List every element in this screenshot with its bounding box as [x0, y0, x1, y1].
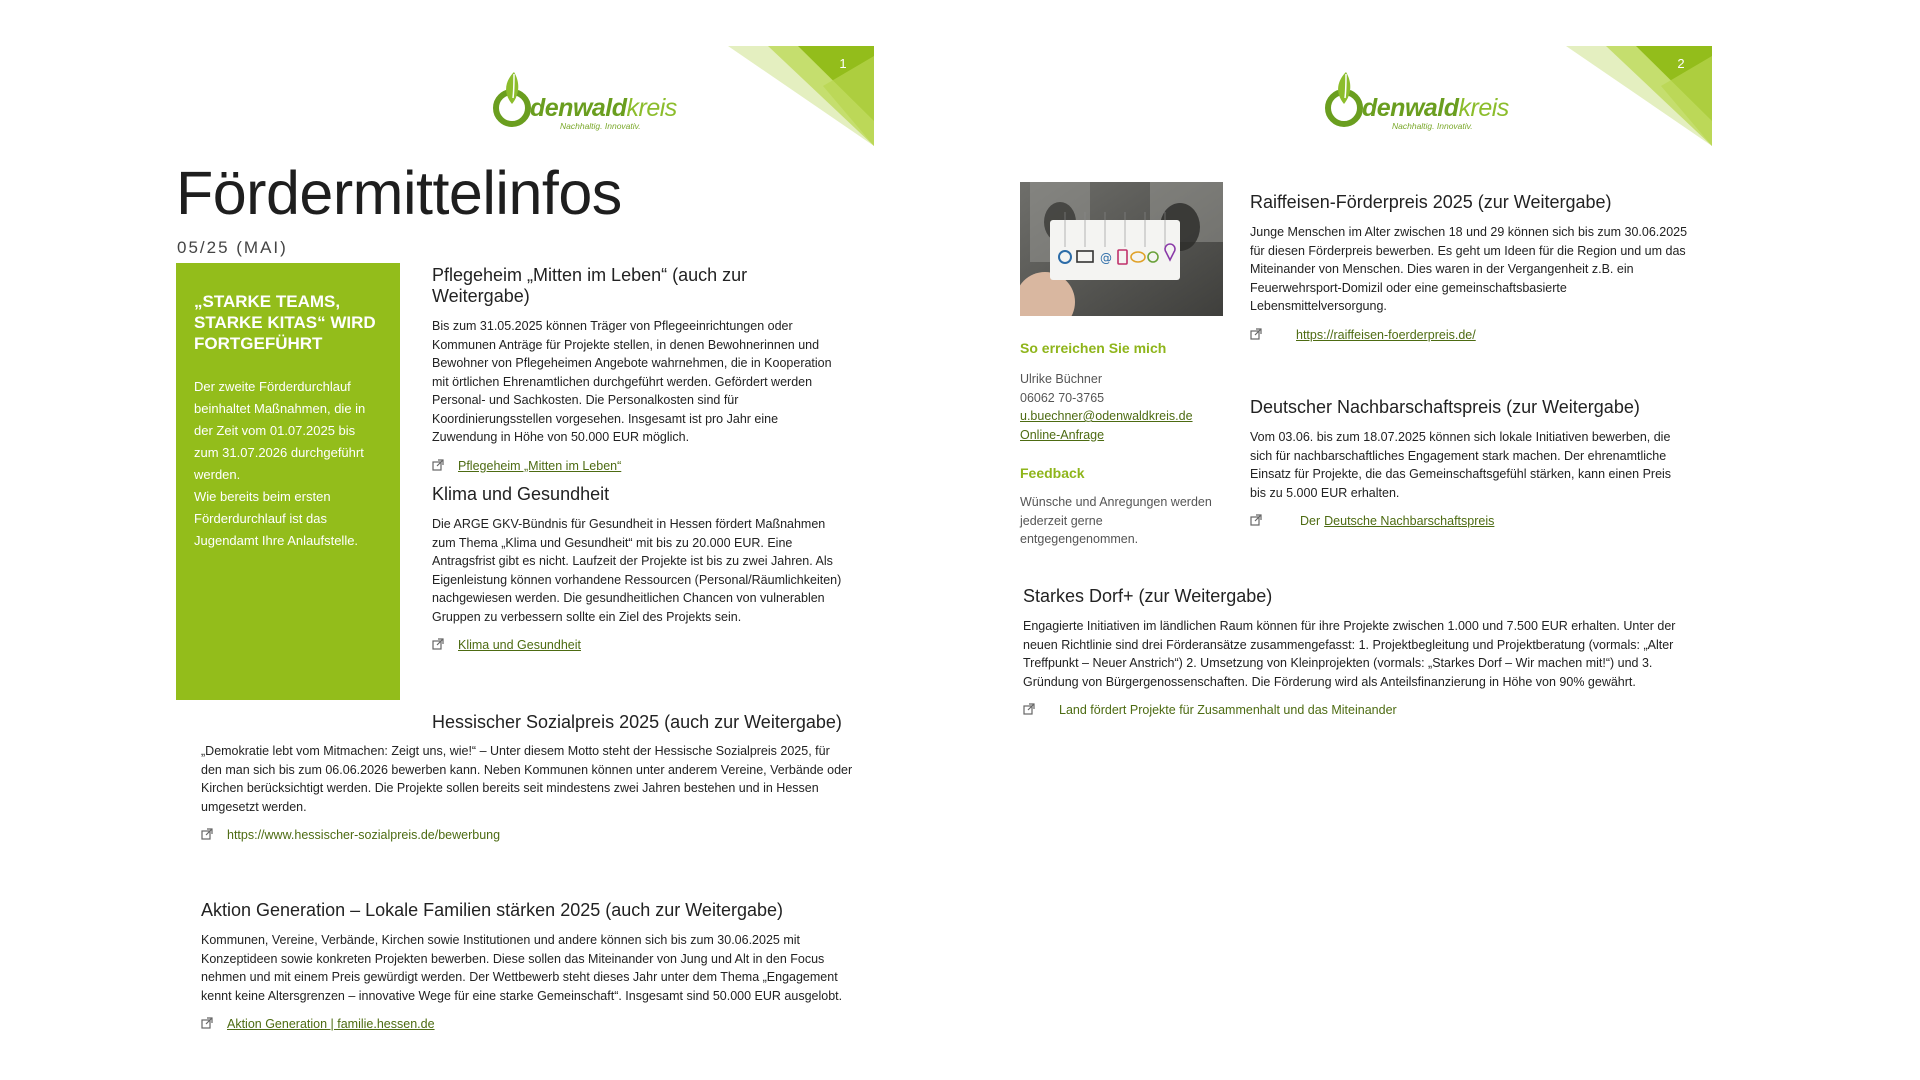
article-link[interactable]: Aktion Generation | familie.hessen.de — [227, 1017, 435, 1031]
contact-name: Ulrike Büchner — [1020, 372, 1102, 386]
contact-block — [1020, 340, 1220, 444]
article-aktion-generation — [201, 900, 853, 1031]
feedback-text: Wünsche und Anregungen werden jederzeit gerne entgegengenommen. — [1020, 495, 1212, 546]
contact-email-link[interactable]: u.buechner@odenwaldkreis.de — [1020, 409, 1193, 423]
article-body: Kommunen, Vereine, Verbände, Kirchen sowie Institutionen und andere können sich bis zum 30.06.2025 mit Konzeptideen sowie konkreten Projekten bewerben. Diese sollen das Miteinander von Jung und Alt in den Focus nehmen und mit einem Preis gewürdigt werden. Der Wettbewerb steht dieses Jahr unter dem Thema „Engagement kennt keine Altersgrenzen – innovative Wege für eine starke Gemeinschaft“. Insgesamt sind 50.000 EUR ausgelobt. — [201, 933, 843, 1003]
article-raiffeisen — [1250, 192, 1690, 342]
feedback-block — [1020, 465, 1220, 549]
leaf-drop-logo-icon — [492, 68, 534, 130]
article-klima — [432, 484, 844, 652]
article-link[interactable]: Deutsche Nachbarschaftspreis — [1324, 514, 1495, 528]
logo-tagline: Nachhaltig. Innovativ. — [1392, 121, 1473, 131]
svg-text:@: @ — [1100, 251, 1112, 265]
document-title: Fördermittelinfos — [176, 159, 622, 227]
article-sozialpreis — [201, 742, 853, 842]
article-link[interactable]: Klima und Gesundheit — [458, 638, 581, 652]
issue-label: 05/25 (MAI) — [177, 238, 288, 257]
article-title: Deutscher Nachbarschaftspreis (zur Weitergabe) — [1250, 397, 1640, 417]
article-link-row — [432, 638, 844, 652]
contact-photo — [1020, 182, 1223, 316]
article-link-row — [1250, 328, 1690, 342]
article-link-row — [201, 828, 853, 842]
highlight-text-2: Wie bereits beim ersten Förderdurchlauf ist das Jugendamt Ihre Anlaufstelle. — [194, 489, 359, 548]
article-body: Engagierte Initiativen im ländlichen Raum können für ihre Projekte zwischen 1.000 und 7.500 EUR erhalten. Unter der neuen Richtlinie sind drei Förderansätze zusammengefasst: 1. Projektbegleitung und Projektberatung (vormals: „Alter Treffpunkt – Neuer Anstrich“) 2. Umsetzung von Kleinprojekten (vormals: „Starkes Dorf – Wir machen mit!“) und 3. Gründung von Bürgergenossenschaften. Die Förderung wird als Anteilsfinanzierung in Höhe von 90% gewährt. — [1023, 619, 1676, 689]
highlight-heading: „STARKE TEAMS, STARKE KITAS“ WIRD FORTGEFÜHRT — [194, 292, 376, 353]
external-link-icon — [201, 828, 215, 842]
odenwaldkreis-logo — [492, 68, 677, 131]
article-body: Junge Menschen im Alter zwischen 18 und 29 können sich bis zum 30.06.2025 für diesen Förderpreis bewerben. Es geht um Ideen für die Region und um das Miteinander von Menschen. Dies waren in der Vergangenheit z.B. ein Feuerwehrsport-Domizil oder eine gemeinschaftsbasierte Lebensmittelversorgung. — [1250, 225, 1688, 313]
article-sozialpreis-title — [432, 712, 852, 743]
external-link-icon — [432, 459, 446, 473]
external-link-icon — [1250, 514, 1264, 528]
article-body: „Demokratie lebt vom Mitmachen: Zeigt uns, wie!“ – Unter diesem Motto steht der Hessische Sozialpreis 2025, für den man sich bis zum 06.06.2026 bewerben kann. Neben Kommunen können unter anderem Vereine, Verbände oder Kirchen berücksichtigt werden. Die Projekte sollen bereits seit mindestens zwei Jahren bestehen und in Hessen umgesetzt werden. — [201, 744, 853, 814]
feedback-heading: Feedback — [1020, 465, 1085, 481]
highlight-text: Der zweite Förderdurchlauf beinhaltet Maßnahmen, die in der Zeit vom 01.07.2025 bis zum 31.07.2026 durchgeführt werden. — [194, 379, 366, 482]
logo-wordmark: denwaldkreis — [1362, 94, 1509, 122]
article-body: Vom 03.06. bis zum 18.07.2025 können sich lokale Initiativen bewerben, die sich für nachbarschaftliches Engagement stark machen. Der ehrenamtliche Einsatz für Projekte, die das Gemeinschaftsgefühl stärken, kann einen Preis bis zu 5.000 EUR erhalten. — [1250, 430, 1672, 500]
odenwaldkreis-logo — [1324, 68, 1509, 131]
article-link[interactable]: Pflegeheim „Mitten im Leben“ — [458, 458, 622, 473]
article-nachbarschaftspreis — [1250, 397, 1685, 528]
article-link[interactable]: https://www.hessischer-sozialpreis.de/bewerbung — [227, 828, 501, 842]
article-title: Raiffeisen-Förderpreis 2025 (zur Weitergabe) — [1250, 192, 1612, 212]
online-request-link[interactable]: Online-Anfrage — [1020, 427, 1105, 442]
logo-tagline: Nachhaltig. Innovativ. — [560, 121, 641, 131]
leaf-drop-logo-icon — [1324, 68, 1366, 130]
external-link-icon — [201, 1017, 215, 1031]
article-link-row — [432, 459, 844, 473]
external-link-icon — [432, 638, 446, 652]
article-body: Bis zum 31.05.2025 können Träger von Pflegeeinrichtungen oder Kommunen Anträge für Projekte stellen, in denen Bewohnerinnen und Bewohner von Pflegeheimen Angebote wahrnehmen, die in Kooperation mit örtlichen Ehrenamtlichen durchgeführt werden. Gefördert werden Personal- und Sachkosten. Die Personalkosten sind für Koordinierungsstellen vorgesehen. Insgesamt ist pro Jahr eine Zuwendung in Höhe von 50.000 EUR möglich. — [432, 319, 832, 444]
article-link[interactable]: Land fördert Projekte für Zusammenhalt und das Miteinander — [1059, 703, 1397, 717]
article-pflegeheim — [432, 265, 844, 473]
page-number: 2 — [1677, 56, 1685, 71]
article-title: Starkes Dorf+ (zur Weitergabe) — [1023, 586, 1273, 606]
article-title: Hessischer Sozialpreis 2025 (auch zur Weitergabe) — [432, 712, 842, 732]
article-body: Die ARGE GKV-Bündnis für Gesundheit in Hessen fördert Maßnahmen zum Thema „Klima und Gesundheit“ mit bis zu 20.000 EUR. Eine Antragsfrist gibt es nicht. Laufzeit der Projekte ist bis zu zwei Jahren. Als Eigenleistung können vorhandene Ressourcen (Personal/Räumlichkeiten) nachgewiesen werden. Die gesundheitlichen Chancen von vulnerablen Gruppen zu verbessern sollte ein Ziel des Projekts sein. — [432, 517, 842, 624]
article-link-prefix: Der — [1300, 514, 1321, 528]
article-link-row — [1250, 514, 1685, 528]
article-starkes-dorf — [1023, 586, 1688, 717]
external-link-icon — [1023, 703, 1037, 717]
external-link-icon — [1250, 328, 1264, 342]
article-link-row — [201, 1017, 853, 1031]
article-title: Aktion Generation – Lokale Familien stärken 2025 (auch zur Weitergabe) — [201, 900, 783, 920]
page-number: 1 — [839, 56, 847, 71]
article-link-row — [1023, 703, 1688, 717]
article-title: Klima und Gesundheit — [432, 484, 610, 504]
contact-heading: So erreichen Sie mich — [1020, 340, 1167, 356]
contact-phone: 06062 70-3765 — [1020, 390, 1105, 405]
article-title: Pflegeheim „Mitten im Leben“ (auch zur Weitergabe) — [432, 265, 748, 306]
article-link[interactable]: https://raiffeisen-foerderpreis.de/ — [1296, 327, 1476, 342]
highlight-box — [176, 263, 400, 700]
logo-wordmark: denwaldkreis — [530, 94, 677, 122]
